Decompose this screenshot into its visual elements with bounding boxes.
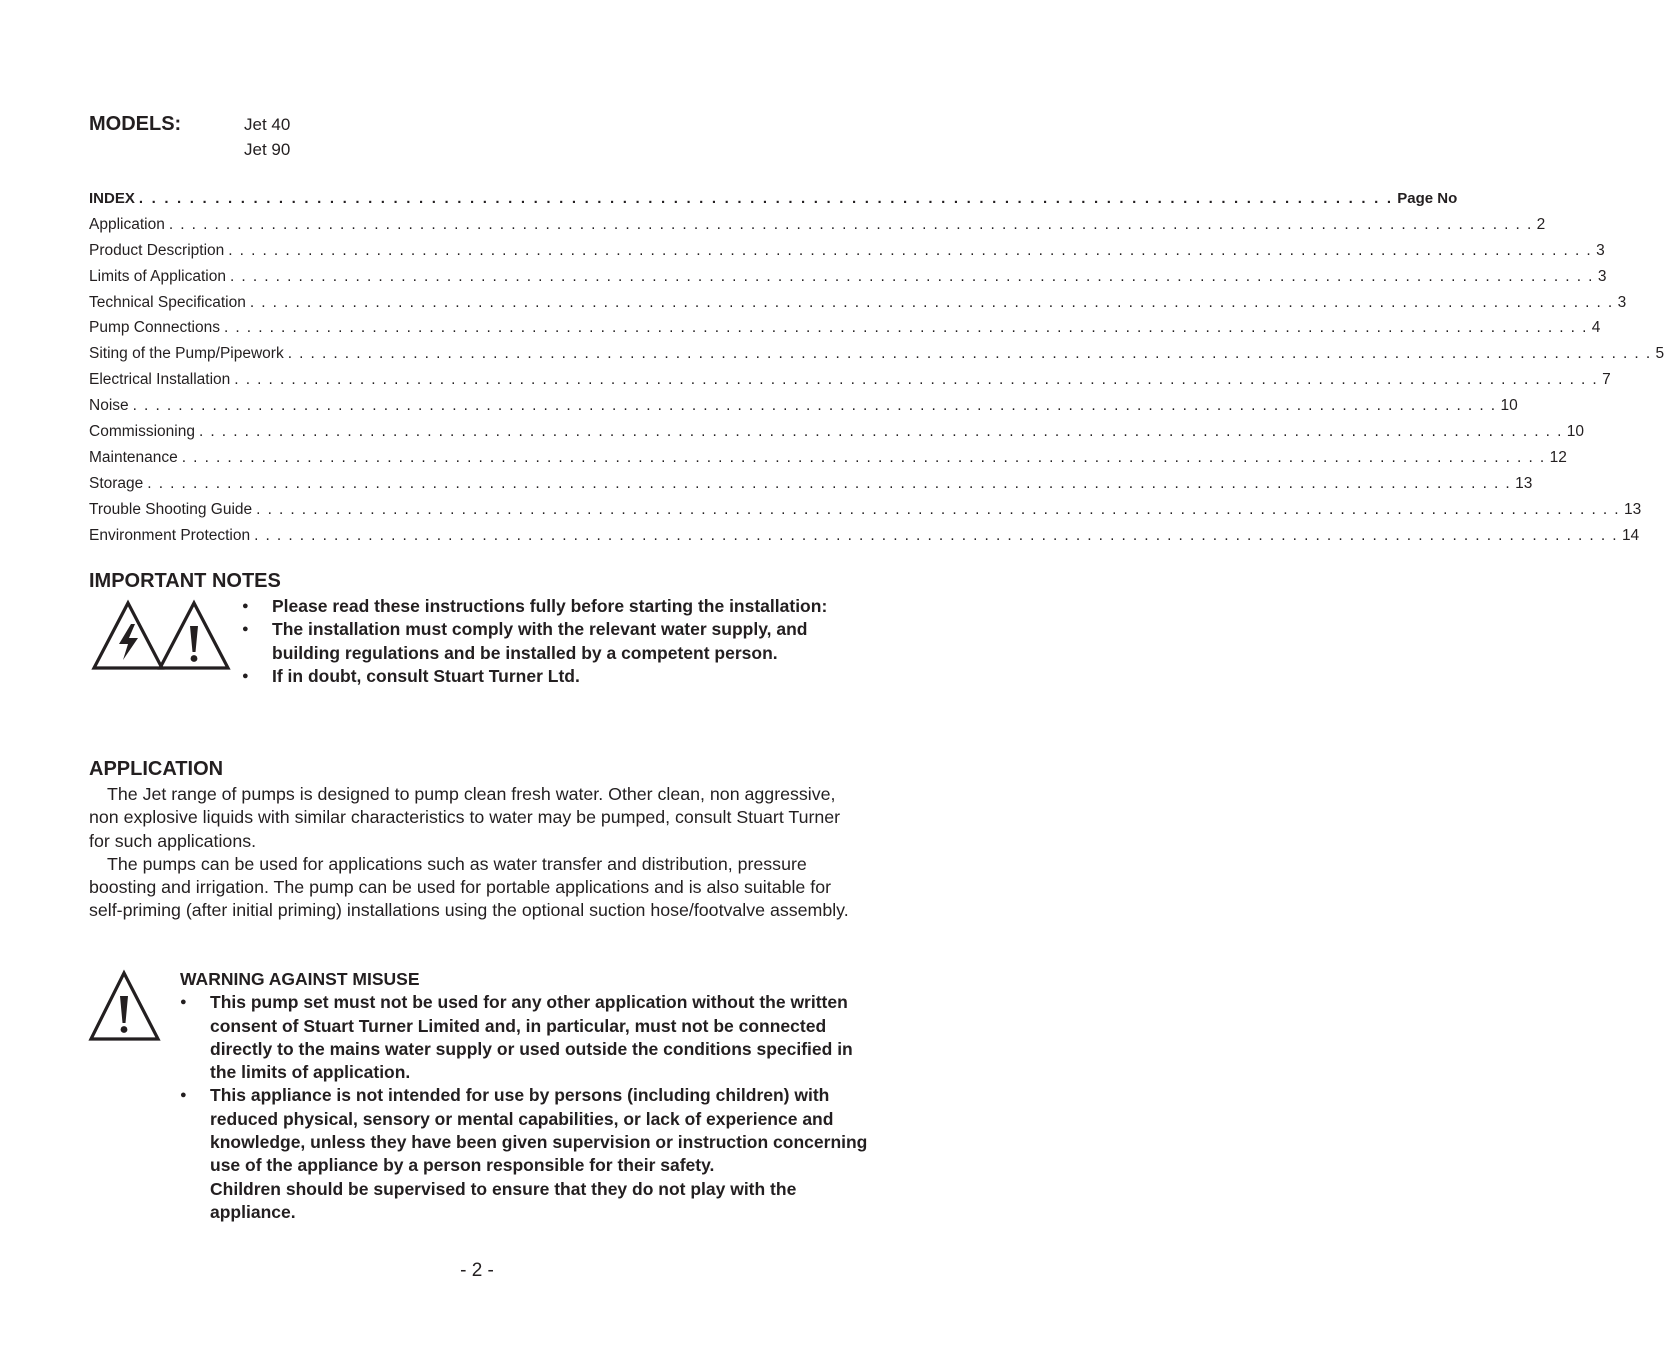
index-entry-page: 10 [1500, 397, 1518, 415]
misuse-warning [180, 968, 870, 1224]
index-entry-page: 3 [1596, 241, 1605, 259]
leader-dots: . . . . . . . . . . . . . . . . . . . . . . . . . . . . . . . . . . . . . . . . . . . . . . . . . . . . . . . . . . . . . . . . . . . . . . . . . . . . . . . . . . . . . . . . . . . . . . . . . . . . . . . . . . . . . . . . . . . . . . . . [254, 526, 1618, 544]
index-entry-label: Trouble Shooting Guide [89, 500, 253, 518]
misuse-bullet: ● This appliance is not intended for use by persons (including children) with reduced physical, sensory or mental capabilities, or lack of experience and knowledge, unless they have been given supervision or instruction concerning use of the appliance by a person responsible for their safety. [180, 1084, 870, 1177]
leader-dots: . . . . . . . . . . . . . . . . . . . . . . . . . . . . . . . . . . . . . . . . . . . . . . . . . . . . . . . . . . . . . . . . . . . . . . . . . . . . . . . . . . . . . . . . . . . . . . . . . . . . . . . . . . . . . . . . . . . . . . . . [256, 500, 1620, 518]
index-entry-page: 13 [1515, 474, 1533, 492]
note-bullet: ● If in doubt, consult Stuart Turner Ltd. [242, 665, 842, 688]
index-entry [89, 345, 1664, 371]
index-entry-page: 7 [1602, 371, 1611, 389]
model-jet-90: Jet 90 [244, 140, 291, 159]
leader-dots: . . . . . . . . . . . . . . . . . . . . . . . . . . . . . . . . . . . . . . . . . . . . . . . . . . . . . . . . . . . . . . . . . . . . . . . . . . . . . . . . . . . . . . . . . . . . . . . . . . . [138, 190, 1394, 207]
index-entry-label: Technical Specification [89, 293, 246, 311]
index-entry [89, 500, 1642, 527]
index-heading: INDEX [89, 190, 135, 207]
misuse-warning-icon [89, 970, 161, 1047]
index-entry-label: Siting of the Pump/Pipework [89, 345, 284, 363]
important-notes-heading: IMPORTANT NOTES [89, 570, 281, 592]
index-entry-label: Environment Protection [89, 526, 251, 544]
index-entry-page: 4 [1591, 319, 1601, 337]
index-entry [89, 319, 1601, 345]
index-entry [89, 293, 1627, 320]
application-text [89, 783, 864, 923]
index-entry-page: 14 [1621, 526, 1640, 544]
electrical-hazard-icon [94, 603, 162, 668]
misuse-bullet: ● This pump set must not be used for any other application without the written consent of Stuart Turner Limited and, in particular, must not be connected directly to the mains water supply or used outside the conditions specified in the limits of application. [180, 991, 870, 1084]
index-entry [89, 267, 1607, 294]
index-entry-page: 10 [1566, 423, 1585, 441]
hazard-icons [91, 600, 231, 677]
index-entry [89, 526, 1640, 553]
index-entry [89, 215, 1546, 242]
index-entry-label: Pump Connections [89, 319, 220, 337]
hazard-icons-svg [91, 600, 231, 672]
misuse-title: WARNING AGAINST MISUSE [180, 969, 420, 989]
leader-dots: . . . . . . . . . . . . . . . . . . . . . . . . . . . . . . . . . . . . . . . . . . . . . . . . . . . . . . . . . . . . . . . . . . . . . . . . . . . . . . . . . . . . . . . . . . . . . . . . . . . . . . . . . . . . . . . . . . . . . . . . [168, 215, 1533, 233]
warning-exclamation-icon [160, 603, 228, 668]
index-entry-label: Commissioning [89, 423, 195, 441]
index-entry [89, 371, 1611, 397]
leader-dots: . . . . . . . . . . . . . . . . . . . . . . . . . . . . . . . . . . . . . . . . . . . . . . . . . . . . . . . . . . . . . . . . . . . . . . . . . . . . . . . . . . . . . . . . . . . . . . . . . . . . . . . . . . . . . . . . . . . . . . . . [147, 474, 1512, 492]
index-entry [89, 423, 1585, 449]
leader-dots: . . . . . . . . . . . . . . . . . . . . . . . . . . . . . . . . . . . . . . . . . . . . . . . . . . . . . . . . . . . . . . . . . . . . . . . . . . . . . . . . . . . . . . . . . . . . . . . . . . . . . . . . . . . . . . . . . . . . . . . . [230, 267, 1594, 285]
index-entry-page: 5 [1655, 345, 1664, 363]
leader-dots: . . . . . . . . . . . . . . . . . . . . . . . . . . . . . . . . . . . . . . . . . . . . . . . . . . . . . . . . . . . . . . . . . . . . . . . . . . . . . . . . . . . . . . . . . . . . . . . . . . . . . . . . . . . . . . . . . . . . . . . . [287, 345, 1652, 363]
index-entry-label: Electrical Installation [89, 371, 231, 389]
index-entry-page: 2 [1536, 215, 1546, 233]
leader-dots: . . . . . . . . . . . . . . . . . . . . . . . . . . . . . . . . . . . . . . . . . . . . . . . . . . . . . . . . . . . . . . . . . . . . . . . . . . . . . . . . . . . . . . . . . . . . . . . . . . . . . . . . . . . . . . . . . . . . . . . . [198, 423, 1563, 441]
warning-exclamation-icon [89, 970, 161, 1042]
index-entry-label: Noise [89, 397, 129, 415]
application-paragraph: The pumps can be used for applications such as water transfer and distribution, pressure boosting and irrigation. The pump can be used for portable applications and is also suitable for self-priming (after initial priming) installations using the optional suction hose/footvalve assembly. [89, 853, 849, 921]
index-entry [89, 448, 1567, 475]
index-header [89, 190, 1458, 216]
application-heading: APPLICATION [89, 758, 224, 780]
note-bullet: ● The installation must comply with the relevant water supply, and building regulations and be installed by a competent person. [242, 618, 842, 665]
index-entry [89, 241, 1605, 268]
leader-dots: . . . . . . . . . . . . . . . . . . . . . . . . . . . . . . . . . . . . . . . . . . . . . . . . . . . . . . . . . . . . . . . . . . . . . . . . . . . . . . . . . . . . . . . . . . . . . . . . . . . . . . . . . . . . . . . . . . . . . . . . [181, 448, 1546, 466]
models-label: MODELS: [89, 113, 182, 135]
index-entry-label: Storage [89, 474, 144, 492]
leader-dots: . . . . . . . . . . . . . . . . . . . . . . . . . . . . . . . . . . . . . . . . . . . . . . . . . . . . . . . . . . . . . . . . . . . . . . . . . . . . . . . . . . . . . . . . . . . . . . . . . . . . . . . . . . . . . . . . . . . . . . . . [132, 397, 1497, 415]
index-entry-label: Limits of Application [89, 267, 226, 285]
index-entry-label: Product Description [89, 241, 225, 259]
index-entry-page: 12 [1549, 448, 1567, 466]
index-entry-page: 3 [1597, 267, 1607, 285]
leader-dots: . . . . . . . . . . . . . . . . . . . . . . . . . . . . . . . . . . . . . . . . . . . . . . . . . . . . . . . . . . . . . . . . . . . . . . . . . . . . . . . . . . . . . . . . . . . . . . . . . . . . . . . . . . . . . . . . . . . . . . . . [228, 241, 1593, 259]
index-entry [89, 397, 1518, 423]
leader-dots: . . . . . . . . . . . . . . . . . . . . . . . . . . . . . . . . . . . . . . . . . . . . . . . . . . . . . . . . . . . . . . . . . . . . . . . . . . . . . . . . . . . . . . . . . . . . . . . . . . . . . . . . . . . . . . . . . . . . . . . . [234, 371, 1599, 389]
index-entry-label: Application [89, 215, 165, 233]
index-entry-page: 3 [1617, 293, 1627, 311]
page-no-heading: Page No [1397, 190, 1458, 207]
leader-dots: . . . . . . . . . . . . . . . . . . . . . . . . . . . . . . . . . . . . . . . . . . . . . . . . . . . . . . . . . . . . . . . . . . . . . . . . . . . . . . . . . . . . . . . . . . . . . . . . . . . . . . . . . . . . . . . . . . . . . . . . [223, 319, 1588, 337]
model-jet-40: Jet 40 [244, 115, 291, 134]
page-number: - 2 - [460, 1260, 494, 1281]
note-bullet: ● Please read these instructions fully before starting the installation: [242, 595, 842, 618]
application-paragraph: The Jet range of pumps is designed to pump clean fresh water. Other clean, non aggressive, non explosive liquids with similar characteristics to water may be pumped, consult Stuart Turner for such applications. [89, 784, 841, 851]
index-table [89, 190, 1664, 552]
leader-dots: . . . . . . . . . . . . . . . . . . . . . . . . . . . . . . . . . . . . . . . . . . . . . . . . . . . . . . . . . . . . . . . . . . . . . . . . . . . . . . . . . . . . . . . . . . . . . . . . . . . . . . . . . . . . . . . . . . . . . . . . [249, 293, 1614, 311]
children-supervision-note: Children should be supervised to ensure that they do not play with the appliance. [210, 1178, 797, 1222]
index-entry [89, 474, 1533, 501]
index-entry-label: Maintenance [89, 448, 178, 466]
important-notes-list [242, 595, 842, 688]
index-entry-page: 13 [1623, 500, 1642, 518]
